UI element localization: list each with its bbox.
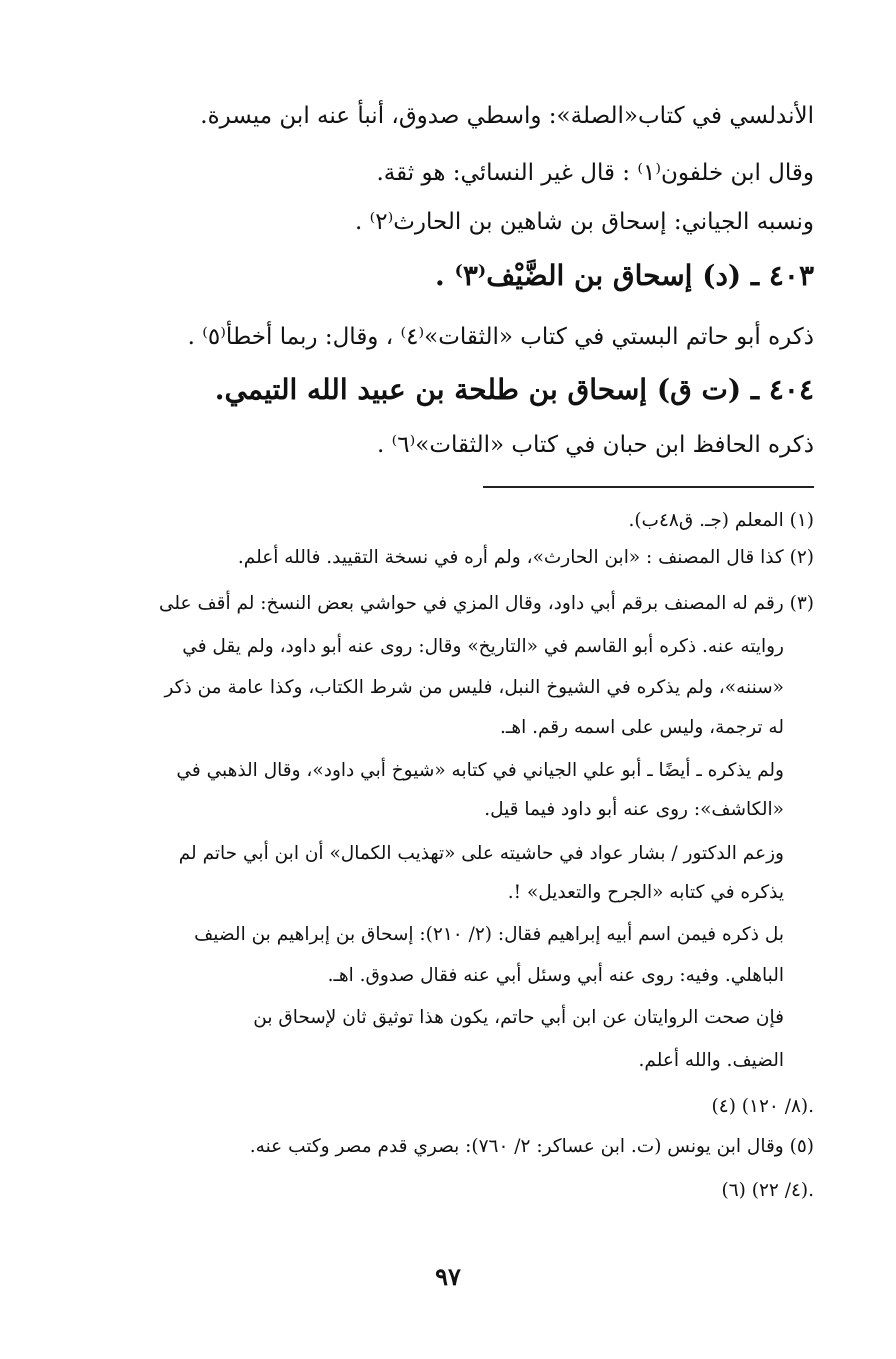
footnote-3-line-12: الضيف. والله أعلم. [638,1050,784,1071]
footnote-3-line-9: بل ذكره فيمن اسم أبيه إبراهيم فقال: (٢/ ٢١٠): إسحاق بن إبراهيم بن الضيف [194,924,784,945]
footnote-3-line-8: يذكره في كتابه «الجرح والتعديل» !. [507,882,784,903]
footnote-1: (١) المعلم (جـ. ق٤٨ب). [628,510,814,531]
page-number: ٩٧ [435,1262,461,1291]
entry-heading-403: ٤٠٣ ـ (د) إسحاق بن الضَّيْف⁽٣⁾ . [435,259,814,292]
main-line-2: وقال ابن خلفون⁽١⁾ : قال غير النسائي: هو ثقة. [376,160,814,186]
footnote-5: (٥) وقال ابن يونس (ت. ابن عساكر: ٢/ ٧٦٠): بصري قدم مصر وكتب عنه. [249,1136,814,1157]
footnote-3-line-2: روايته عنه. ذكره أبو القاسم في «التاريخ» وقال: روى عنه أبو داود، ولم يقل في [182,636,784,657]
footnote-3-line-6: «الكاشف»: روى عنه أبو داود فيما قيل. [484,799,784,820]
footnote-6: (٦) (٤/ ٢٢). [721,1180,814,1201]
main-line-7: ذكره الحافظ ابن حبان في كتاب «الثقات»⁽٦⁾ . [376,432,814,458]
footnote-separator [483,486,814,488]
footnote-4: (٤) (٨/ ١٢٠). [711,1096,814,1117]
footnote-3-line-5: ولم يذكره ـ أيضًا ـ أبو علي الجياني في كتابه «شيوخ أبي داود»، وقال الذهبي في [176,760,784,781]
footnote-3-line-11: فإن صحت الروايتان عن ابن أبي حاتم، يكون هذا توثيق ثان لإسحاق بن [253,1007,784,1028]
footnote-3-line-4: له ترجمة، وليس على اسمه رقم. اهـ. [500,717,784,738]
main-line-3: ونسبه الجياني: إسحاق بن شاهين بن الحارث⁽٢⁾ . [354,209,814,235]
footnote-3-line-7: وزعم الدكتور / بشار عواد في حاشيته على «تهذيب الكمال» أن ابن أبي حاتم لم [178,843,784,864]
main-line-1: الأندلسي في كتاب«الصلة»: واسطي صدوق، أنبأ عنه ابن ميسرة. [200,103,814,129]
footnote-3-line-3: «سننه»، ولم يذكره في الشيوخ النبل، فليس من شرط الكتاب، وكذا عامة من ذكر [164,677,784,698]
footnote-2: (٢) كذا قال المصنف : «ابن الحارث»، ولم أره في نسخة التقييد. فالله أعلم. [237,547,814,568]
footnote-3: (٣) رقم له المصنف برقم أبي داود، وقال المزي في حواشي بعض النسخ: لم أقف على [159,593,814,614]
main-line-5: ذكره أبو حاتم البستي في كتاب «الثقات»⁽٤⁾ ، وقال: ربما أخطأ⁽٥⁾ . [187,324,814,350]
footnote-3-line-10: الباهلي. وفيه: روى عنه أبي وسئل أبي عنه فقال صدوق. اهـ. [327,965,784,986]
entry-heading-404: ٤٠٤ ـ (ت ق) إسحاق بن طلحة بن عبيد الله التيمي. [214,373,814,406]
